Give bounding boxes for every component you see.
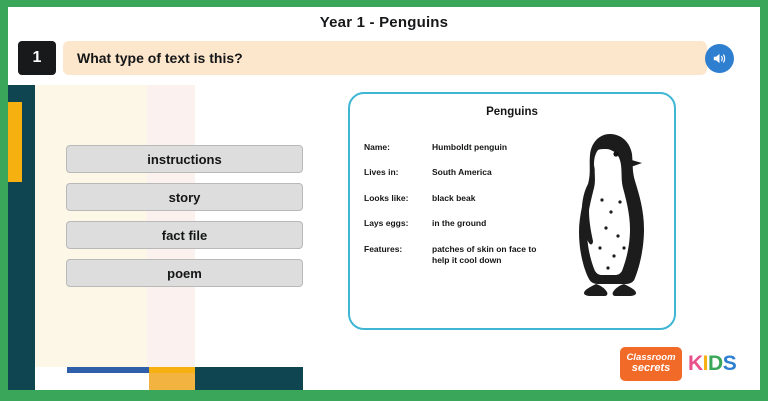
fact-label: Features: bbox=[364, 243, 403, 254]
question-bar bbox=[63, 41, 707, 75]
page-title: Year 1 - Penguins bbox=[319, 14, 449, 31]
decorative-column-yellow bbox=[149, 373, 195, 390]
fact-file-title: Penguins bbox=[486, 106, 538, 118]
fact-label: Lays eggs: bbox=[364, 218, 409, 229]
frame-border-bottom bbox=[0, 390, 768, 401]
option-button-4[interactable] bbox=[66, 259, 303, 287]
kids-letter-d: D bbox=[708, 352, 723, 375]
frame-border-right bbox=[760, 0, 768, 401]
fact-row bbox=[364, 167, 564, 178]
kids-letter-i: I bbox=[702, 352, 709, 375]
branding-logos bbox=[620, 347, 736, 381]
audio-play-button[interactable] bbox=[705, 44, 734, 73]
option-label: instructions bbox=[147, 151, 222, 167]
kids-letter-s: S bbox=[722, 352, 737, 375]
penguin-illustration bbox=[564, 128, 660, 308]
question-text: What type of text is this? bbox=[77, 50, 243, 66]
speaker-icon bbox=[711, 50, 728, 67]
logo-line-2: secrets bbox=[631, 362, 671, 375]
frame-border-top bbox=[0, 0, 768, 7]
fact-value: patches of skin on face to help it cool down bbox=[432, 243, 537, 266]
fact-value: black beak bbox=[432, 192, 476, 203]
fact-row bbox=[364, 142, 564, 153]
fact-label: Lives in: bbox=[364, 167, 399, 178]
fact-value: Humboldt penguin bbox=[432, 142, 508, 152]
option-label: fact file bbox=[161, 227, 208, 243]
decorative-block-yellow bbox=[8, 102, 22, 182]
answer-options bbox=[66, 145, 303, 297]
question-number-badge: 1 bbox=[18, 41, 56, 75]
kids-logo bbox=[688, 352, 736, 376]
decorative-bar-blue bbox=[67, 367, 149, 373]
classroom-secrets-logo bbox=[620, 347, 682, 381]
fact-row bbox=[364, 193, 564, 204]
fact-file-card bbox=[348, 92, 676, 330]
fact-value: in the ground bbox=[432, 218, 487, 229]
option-label: poem bbox=[167, 265, 202, 281]
option-button-1[interactable] bbox=[66, 145, 303, 173]
fact-row bbox=[364, 218, 564, 229]
kids-letter-k: K bbox=[688, 352, 703, 375]
fact-file-rows bbox=[364, 142, 564, 281]
fact-value: South America bbox=[432, 167, 492, 178]
fact-label: Looks like: bbox=[364, 192, 409, 203]
decorative-column-teal bbox=[195, 373, 303, 390]
logo-line-1: Classroom bbox=[626, 352, 676, 364]
fact-row bbox=[364, 244, 564, 267]
frame-border-left bbox=[0, 0, 8, 401]
fact-label: Name: bbox=[364, 142, 390, 152]
option-label: story bbox=[168, 189, 201, 205]
option-button-2[interactable] bbox=[66, 183, 303, 211]
option-button-3[interactable] bbox=[66, 221, 303, 249]
